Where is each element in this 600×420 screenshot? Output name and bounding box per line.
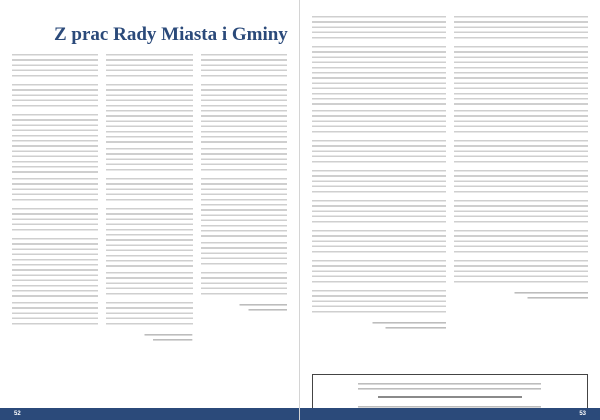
paragraph	[12, 208, 98, 234]
paragraph	[454, 200, 588, 226]
paragraph	[312, 230, 446, 256]
page-number: 53	[579, 411, 586, 417]
paragraph	[312, 170, 446, 196]
paragraph	[12, 302, 98, 328]
paragraph	[12, 84, 98, 110]
signature-block	[312, 320, 446, 332]
paragraph	[201, 272, 287, 298]
paragraph	[12, 54, 98, 80]
paragraph	[312, 140, 446, 166]
paragraph	[106, 178, 192, 204]
left-column-1	[12, 54, 98, 384]
paragraph	[201, 54, 287, 80]
right-page-columns	[312, 16, 588, 368]
paragraph	[312, 290, 446, 316]
paragraph	[312, 16, 446, 42]
paragraph	[312, 200, 446, 226]
paragraph	[454, 140, 588, 166]
paragraph	[106, 302, 192, 328]
signature-block	[106, 332, 192, 344]
paragraph	[201, 84, 287, 144]
paragraph	[201, 178, 287, 238]
paragraph	[12, 238, 98, 298]
signature-block	[454, 290, 588, 302]
paragraph	[312, 46, 446, 106]
paragraph	[454, 170, 588, 196]
right-page-footer	[300, 408, 600, 420]
condolence-line	[319, 386, 581, 390]
signature-block	[201, 302, 287, 314]
condolence-name	[319, 393, 581, 401]
paragraph	[106, 208, 192, 268]
paragraph	[201, 242, 287, 268]
paragraph	[454, 110, 588, 136]
page-number: 52	[14, 411, 21, 417]
paragraph	[201, 148, 287, 174]
right-page	[300, 0, 600, 420]
paragraph	[312, 260, 446, 286]
left-page-columns	[12, 54, 287, 384]
paragraph	[454, 16, 588, 42]
left-page-footer	[0, 408, 299, 420]
paragraph	[106, 272, 192, 298]
condolence-line	[319, 381, 581, 385]
paragraph	[312, 110, 446, 136]
paragraph	[106, 84, 192, 144]
paragraph	[106, 148, 192, 174]
left-column-3	[201, 54, 287, 384]
article-heading: Z prac Rady Miasta i Gminy	[54, 24, 288, 45]
paragraph	[454, 260, 588, 286]
paragraph	[12, 178, 98, 204]
paragraph	[454, 46, 588, 106]
right-column-1	[312, 16, 446, 368]
left-column-2	[106, 54, 192, 384]
paragraph	[454, 230, 588, 256]
paragraph	[12, 114, 98, 174]
right-column-2	[454, 16, 588, 368]
paragraph	[106, 54, 192, 80]
